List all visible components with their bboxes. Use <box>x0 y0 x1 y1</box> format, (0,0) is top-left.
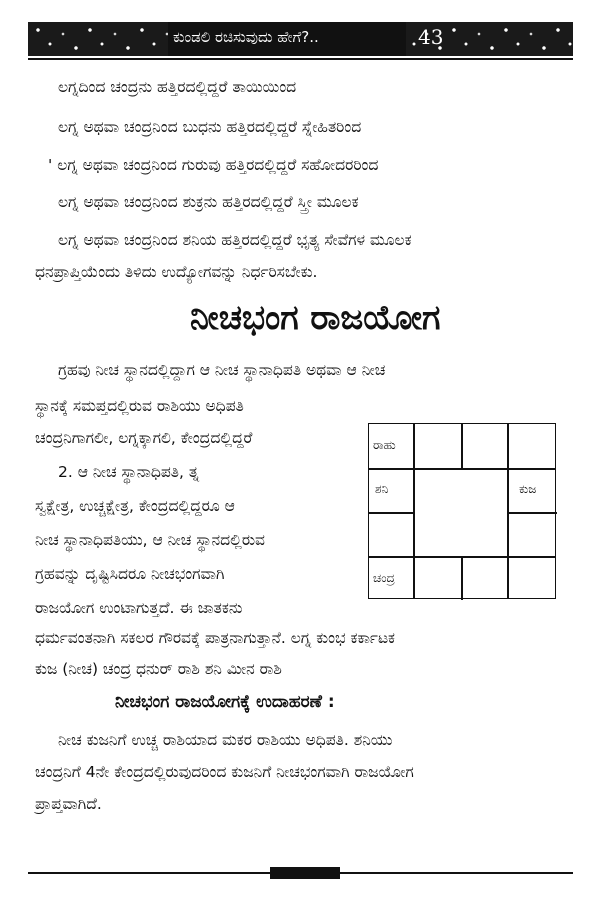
text-line: ರಾಜಯೋಗ ಉಂಟಾಗುತ್ತದೆ. ಈ ಜಾತಕನು <box>35 599 243 617</box>
chart-grid-line <box>369 556 555 558</box>
text-line: ಧನಪ್ರಾಪ್ತಿಯೆಂದು ತಿಳಿದು ಉದ್ಯೋಗವನ್ನು ನಿರ್ಧರಿಸಬೇಕು. <box>35 263 318 281</box>
text-line: ಗ್ರಹವು ನೀಚ ಸ್ಥಾನದಲ್ಲಿದ್ದಾಗ ಆ ನೀಚ ಸ್ಥಾನಾಧಿಪತಿ ಅಥವಾ ಆ ನೀಚ <box>58 361 386 379</box>
text-line: ಚಂದ್ರನಿಗಾಗಲೀ, ಲಗ್ನಕ್ಕಾಗಲಿ, ಕೇಂದ್ರದಲ್ಲಿದ್ದರೆ <box>35 429 253 447</box>
text-line: ಲಗ್ನ ಅಥವಾ ಚಂದ್ರನಿಂದ ಶನಿಯ ಹತ್ತಿರದಲ್ಲಿದ್ದರೆ ಭೃತ್ಯ ಸೇವೆಗಳ ಮೂಲಕ <box>58 231 412 249</box>
text-line: ಲಗ್ನ ಅಥವಾ ಚಂದ್ರನಿಂದ ಶುಕ್ರನು ಹತ್ತಿರದಲ್ಲಿದ್ದರೆ ಸ್ತ್ರೀ ಮೂಲಕ <box>58 193 359 211</box>
horoscope-chart <box>368 423 556 599</box>
chart-grid-line <box>369 512 413 514</box>
chart-grid-line <box>461 556 463 600</box>
chart-grid-line <box>507 512 557 514</box>
chart-grid-line <box>507 424 509 598</box>
chart-label-kuja: ಕುಜ <box>519 482 537 496</box>
header-band <box>28 22 573 56</box>
chart-label-shani: ಶನಿ <box>375 482 389 496</box>
text-line: ಕುಜ (ನೀಚ) ಚಂದ್ರ ಧನುರ್ ರಾಶಿ ಶನಿ ಮೀನ ರಾಶಿ <box>35 660 282 678</box>
chart-label-chandra: ಚಂದ್ರ <box>373 571 395 585</box>
text-line: ಲಗ್ನದಿಂದ ಚಂದ್ರನು ಹತ್ತಿರದಲ್ಲಿದ್ದರೆ ತಾಯಿಯಿಂದ <box>58 78 297 96</box>
chart-grid-line <box>461 424 463 468</box>
section-heading: ನೀಚಭಂಗ ರಾಜಯೋಗ <box>190 298 441 338</box>
text-line: ಧರ್ಮವಂತನಾಗಿ ಸಕಲರ ಗೌರವಕ್ಕೆ ಪಾತ್ರನಾಗುತ್ತಾನೆ. ಲಗ್ನ ಕುಂಭ ಕರ್ಕಾಟಕ <box>35 629 396 647</box>
text-line: ಗ್ರಹವನ್ನು ದೃಷ್ಟಿಸಿದರೂ ನೀಚಭಂಗವಾಗಿ <box>35 565 225 583</box>
chart-grid-line <box>413 424 415 598</box>
text-line: 2. ಆ ನೀಚ ಸ್ಥಾನಾಧಿಪತಿ, ತ್ನ <box>58 463 200 481</box>
text-line: ಚಂದ್ರನಿಗೆ 4ನೇ ಕೇಂದ್ರದಲ್ಲಿರುವುದರಿಂದ ಕುಜನಿಗೆ ನೀಚಭಂಗವಾಗಿ ರಾಜಯೋಗ <box>35 763 414 781</box>
text-line: ಸ್ವಕ್ಷೇತ್ರ, ಉಚ್ಚಕ್ಷೇತ್ರ, ಕೇಂದ್ರದಲ್ಲಿದ್ದರೂ ಆ <box>35 497 235 515</box>
chart-grid-line <box>369 468 555 470</box>
running-header-title: ಕುಂಡಲಿ ರಚಿಸುವುದು ಹೇಗೆ?.. <box>173 28 319 46</box>
text-line: ಲಗ್ನ ಅಥವಾ ಚಂದ್ರನಿಂದ ಬುಧನು ಹತ್ತಿರದಲ್ಲಿದ್ದರೆ ಸ್ನೇಹಿತರಿಂದ <box>58 118 362 136</box>
header-rule <box>28 58 573 60</box>
footer-ornament <box>270 867 340 879</box>
chart-label-rahu: ರಾಹು <box>373 438 396 452</box>
page-number: 43 <box>418 25 444 49</box>
text-line: ನೀಚ ಸ್ಥಾನಾಧಿಪತಿಯು, ಆ ನೀಚ ಸ್ಥಾನದಲ್ಲಿರುವ <box>35 531 265 549</box>
text-line: ಸ್ಥಾನಕ್ಕೆ ಸಮಪ್ತದಲ್ಲಿರುವ ರಾಶಿಯು ಅಧಿಪತಿ <box>35 397 244 415</box>
text-line: ನೀಚ ಕುಜನಿಗೆ ಉಚ್ಚ ರಾಶಿಯಾದ ಮಕರ ರಾಶಿಯು ಅಧಿಪತಿ. ಶನಿಯು <box>58 731 393 749</box>
text-line: ಪ್ರಾಪ್ತವಾಗಿದೆ. <box>35 795 102 813</box>
example-heading: ನೀಚಭಂಗ ರಾಜಯೋಗಕ್ಕೆ ಉದಾಹರಣೆ : <box>115 692 335 712</box>
text-line: ' ಲಗ್ನ ಅಥವಾ ಚಂದ್ರನಿಂದ ಗುರುವು ಹತ್ತಿರದಲ್ಲಿದ್ದರೆ ಸಹೋದರರಿಂದ <box>48 156 379 174</box>
